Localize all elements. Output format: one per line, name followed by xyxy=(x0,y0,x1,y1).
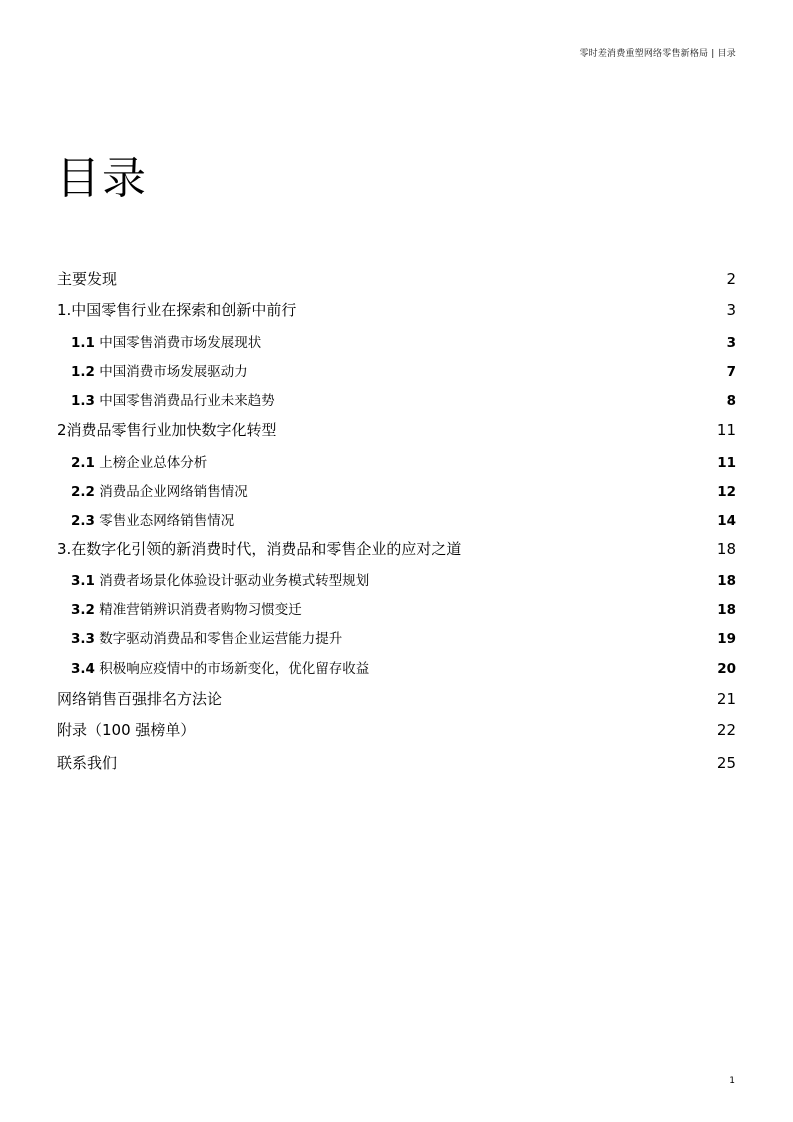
toc-entry-page: 20 xyxy=(717,661,736,677)
toc-entry-text xyxy=(71,627,342,647)
toc-subentry[interactable] xyxy=(57,627,736,647)
toc-entry-page: 18 xyxy=(716,540,736,558)
toc-entry-title: 中国零售消费市场发展现状 xyxy=(99,335,262,351)
toc-entry-text xyxy=(71,569,369,589)
toc-entry[interactable] xyxy=(57,419,736,440)
running-header: 零时差消费重塑网络零售新格局 | 目录 xyxy=(579,49,736,59)
toc-entry-text xyxy=(71,657,369,677)
toc-entry-text xyxy=(57,688,222,709)
toc-entry-text xyxy=(57,419,277,440)
toc-entry[interactable] xyxy=(57,688,736,709)
toc-entry-title: 网络销售百强排名方法论 xyxy=(57,690,223,708)
toc-entry-title: 消费者场景化体验设计驱动业务模式转型规划 xyxy=(99,573,370,589)
toc-entry-page: 19 xyxy=(717,631,736,647)
toc-entry-text xyxy=(71,389,275,409)
toc-entry-number: 2.2 xyxy=(71,484,95,500)
toc-entry-title: 3.在数字化引领的新消费时代，消费品和零售企业的应对之道 xyxy=(57,540,462,558)
page-number: 1 xyxy=(729,1076,735,1086)
toc-entry-number: 1.1 xyxy=(71,335,95,351)
toc-entry[interactable] xyxy=(57,752,736,773)
toc-subentry[interactable] xyxy=(57,331,736,351)
toc-entry-number: 2.1 xyxy=(71,455,95,471)
toc-entry-number: 3.3 xyxy=(71,631,95,647)
toc-entry-page: 8 xyxy=(726,393,736,409)
toc-entry-text xyxy=(57,538,461,559)
toc-entry-text xyxy=(57,268,117,289)
toc-entry-page: 21 xyxy=(716,690,736,708)
toc-subentry[interactable] xyxy=(57,480,736,500)
toc-subentry[interactable] xyxy=(57,598,736,618)
toc-entry[interactable] xyxy=(57,719,736,740)
toc-entry-page: 12 xyxy=(717,484,736,500)
toc-entry-page: 11 xyxy=(717,455,736,471)
toc-entry-page: 11 xyxy=(716,421,736,439)
toc-entry-text xyxy=(71,360,248,380)
toc-entry-title: 联系我们 xyxy=(57,754,118,772)
toc-entry-page: 2 xyxy=(726,270,736,288)
toc-entry-title: 零售业态网络销售情况 xyxy=(99,513,235,529)
toc-entry-number: 3.4 xyxy=(71,661,95,677)
toc-entry-page: 3 xyxy=(726,335,736,351)
toc-entry-title: 1.中国零售行业在探索和创新中前行 xyxy=(57,301,297,319)
toc-entry-title: 中国零售消费品行业未来趋势 xyxy=(99,393,275,409)
toc-entry-title: 数字驱动消费品和零售企业运营能力提升 xyxy=(99,631,343,647)
toc-subentry[interactable] xyxy=(57,451,736,471)
toc-subentry[interactable] xyxy=(57,509,736,529)
toc-entry[interactable] xyxy=(57,538,736,559)
toc-entry-page: 7 xyxy=(726,364,736,380)
toc-entry-page: 3 xyxy=(726,301,736,319)
toc-entry-title: 精准营销辨识消费者购物习惯变迁 xyxy=(99,602,302,618)
toc-entry-page: 14 xyxy=(717,513,736,529)
toc-entry-text xyxy=(57,752,117,773)
toc-entry-title: 主要发现 xyxy=(57,270,118,288)
toc-entry-title: 中国消费市场发展驱动力 xyxy=(99,364,248,380)
toc-entry-text xyxy=(71,598,302,618)
toc-entry-number: 3.1 xyxy=(71,573,95,589)
toc-entry-number: 2.3 xyxy=(71,513,95,529)
toc-entry-title: 积极响应疫情中的市场新变化，优化留存收益 xyxy=(99,661,370,677)
toc-entry-page: 18 xyxy=(717,573,736,589)
toc-subentry[interactable] xyxy=(57,360,736,380)
toc-subentry[interactable] xyxy=(57,657,736,677)
toc-entry-title: 上榜企业总体分析 xyxy=(99,455,208,471)
toc-subentry[interactable] xyxy=(57,389,736,409)
toc-entry-title: 消费品企业网络销售情况 xyxy=(99,484,248,500)
toc-entry-number: 1.3 xyxy=(71,393,95,409)
toc-entry-text xyxy=(71,331,261,351)
toc-entry[interactable] xyxy=(57,299,736,320)
toc-entry-page: 22 xyxy=(716,721,736,739)
toc-entry-text xyxy=(57,719,195,740)
toc-entry-number: 3.2 xyxy=(71,602,95,618)
toc-entry-number: 1.2 xyxy=(71,364,95,380)
toc-entry[interactable] xyxy=(57,268,736,289)
toc-entry-text xyxy=(57,299,296,320)
toc-entry-title: 2消费品零售行业加快数字化转型 xyxy=(57,421,277,439)
toc-subentry[interactable] xyxy=(57,569,736,589)
toc-entry-page: 18 xyxy=(717,602,736,618)
toc-entry-page: 25 xyxy=(716,754,736,772)
toc-entry-text xyxy=(71,509,234,529)
page-title: 目录 xyxy=(56,153,148,204)
toc-entry-title: 附录（100 强榜单） xyxy=(57,721,196,739)
toc-entry-text xyxy=(71,480,248,500)
toc-entry-text xyxy=(71,451,207,471)
